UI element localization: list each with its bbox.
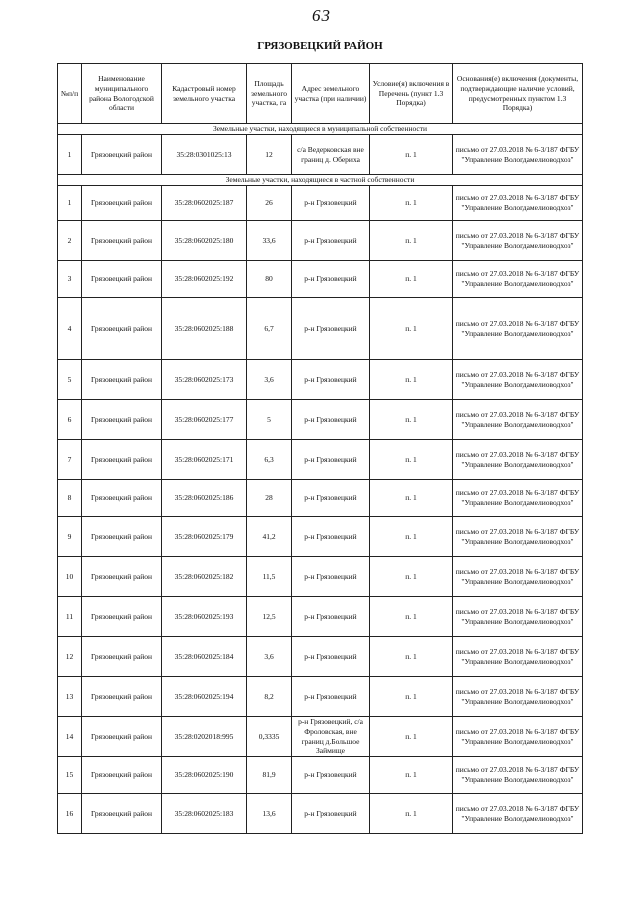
cell-district: Грязовецкий район [82,298,162,360]
cell-address: р-н Грязовецкий [292,360,370,400]
cell-address: р-н Грязовецкий [292,637,370,677]
table-row [58,360,583,400]
cell-basis: письмо от 27.03.2018 № 6-3/187 ФГБУ "Управление Вологдамелиоводхоз" [453,717,583,757]
cell-condition: п. 1 [370,360,453,400]
cell-condition: п. 1 [370,717,453,757]
cell-basis: письмо от 27.03.2018 № 6-3/187 ФГБУ "Управление Вологдамелиоводхоз" [453,480,583,517]
cell-district: Грязовецкий район [82,637,162,677]
cell-cadastral: 35:28:0602025:179 [162,517,247,557]
cell-basis: письмо от 27.03.2018 № 6-3/187 ФГБУ "Управление Вологдамелиоводхоз" [453,186,583,221]
cell-area: 12,5 [247,597,292,637]
cell-cadastral: 35:28:0602025:192 [162,261,247,298]
cell-area: 28 [247,480,292,517]
cell-basis: письмо от 27.03.2018 № 6-3/187 ФГБУ "Управление Вологдамелиоводхоз" [453,400,583,440]
table-row [58,400,583,440]
table-row [58,221,583,261]
cell-basis: письмо от 27.03.2018 № 6-3/187 ФГБУ "Управление Вологдамелиоводхоз" [453,221,583,261]
cell-district: Грязовецкий район [82,757,162,794]
cell-area: 0,3335 [247,717,292,757]
cell-address: р-н Грязовецкий [292,400,370,440]
cell-num: 12 [58,637,82,677]
cell-num: 1 [58,186,82,221]
cell-area: 6,3 [247,440,292,480]
cell-num: 13 [58,677,82,717]
cell-cadastral: 35:28:0602025:173 [162,360,247,400]
cell-district: Грязовецкий район [82,517,162,557]
cell-basis: письмо от 27.03.2018 № 6-3/187 ФГБУ "Управление Вологдамелиоводхоз" [453,360,583,400]
header-area: Площадь земельного участка, га [247,64,292,124]
cell-address: р-н Грязовецкий [292,440,370,480]
cell-condition: п. 1 [370,440,453,480]
cell-num: 9 [58,517,82,557]
cell-cadastral: 35:28:0602025:177 [162,400,247,440]
section-header-row [58,124,583,135]
cell-cadastral: 35:28:0602025:171 [162,440,247,480]
cell-num: 4 [58,298,82,360]
cell-condition: п. 1 [370,400,453,440]
table-row [58,298,583,360]
cell-district: Грязовецкий район [82,717,162,757]
cell-basis: письмо от 27.03.2018 № 6-3/187 ФГБУ "Управление Вологдамелиоводхоз" [453,677,583,717]
cell-area: 33,6 [247,221,292,261]
cell-num: 14 [58,717,82,757]
cell-area: 81,9 [247,757,292,794]
table-row [58,135,583,175]
page-title: ГРЯЗОВЕЦКИЙ РАЙОН [257,40,383,52]
cell-condition: п. 1 [370,186,453,221]
cell-area: 3,6 [247,360,292,400]
cell-district: Грязовецкий район [82,360,162,400]
cell-area: 13,6 [247,794,292,834]
table-row [58,557,583,597]
cell-cadastral: 35:28:0602025:188 [162,298,247,360]
cell-cadastral: 35:28:0602025:180 [162,221,247,261]
cell-num: 11 [58,597,82,637]
cell-address: р-н Грязовецкий [292,261,370,298]
cell-condition: п. 1 [370,637,453,677]
header-num: №п/п [58,64,82,124]
cell-condition: п. 1 [370,557,453,597]
cell-area: 5 [247,400,292,440]
cell-address: р-н Грязовецкий [292,597,370,637]
cell-condition: п. 1 [370,517,453,557]
cell-condition: п. 1 [370,597,453,637]
cell-address: с/а Ведерковская вне границ д. Обериха [292,135,370,175]
cell-address: р-н Грязовецкий [292,517,370,557]
cell-basis: письмо от 27.03.2018 № 6-3/187 ФГБУ "Управление Вологдамелиоводхоз" [453,298,583,360]
cell-area: 11,5 [247,557,292,597]
header-condition: Условие(я) включения в Перечень (пункт 1.3 Порядка) [370,64,453,124]
cell-district: Грязовецкий район [82,135,162,175]
table-row [58,637,583,677]
cell-address: р-н Грязовецкий [292,298,370,360]
cell-address: р-н Грязовецкий [292,186,370,221]
cell-district: Грязовецкий район [82,440,162,480]
cell-area: 41,2 [247,517,292,557]
cell-basis: письмо от 27.03.2018 № 6-3/187 ФГБУ "Управление Вологдамелиоводхоз" [453,517,583,557]
cell-cadastral: 35:28:0602025:184 [162,637,247,677]
cell-num: 6 [58,400,82,440]
table-header-row [58,64,583,124]
cell-district: Грязовецкий район [82,221,162,261]
cell-area: 12 [247,135,292,175]
cell-num: 10 [58,557,82,597]
cell-condition: п. 1 [370,221,453,261]
cell-cadastral: 35:28:0202018:995 [162,717,247,757]
cell-address: р-н Грязовецкий [292,757,370,794]
cell-num: 2 [58,221,82,261]
cell-area: 8,2 [247,677,292,717]
cell-condition: п. 1 [370,261,453,298]
table-row [58,480,583,517]
table-row [58,517,583,557]
table-row [58,186,583,221]
cell-address: р-н Грязовецкий [292,557,370,597]
cell-district: Грязовецкий район [82,677,162,717]
cell-district: Грязовецкий район [82,186,162,221]
cell-basis: письмо от 27.03.2018 № 6-3/187 ФГБУ "Управление Вологдамелиоводхоз" [453,597,583,637]
cell-basis: письмо от 27.03.2018 № 6-3/187 ФГБУ "Управление Вологдамелиоводхоз" [453,440,583,480]
cell-condition: п. 1 [370,677,453,717]
cell-area: 3,6 [247,637,292,677]
cell-cadastral: 35:28:0301025:13 [162,135,247,175]
cell-basis: письмо от 27.03.2018 № 6-3/187 ФГБУ "Управление Вологдамелиоводхоз" [453,135,583,175]
cell-district: Грязовецкий район [82,557,162,597]
cell-condition: п. 1 [370,298,453,360]
cell-num: 7 [58,440,82,480]
cell-address: р-н Грязовецкий [292,794,370,834]
cell-cadastral: 35:28:0602025:186 [162,480,247,517]
cell-address: р-н Грязовецкий [292,221,370,261]
header-basis: Основания(е) включения (документы, подтверждающие наличие условий, предусмотренных пунктом 1.3 Порядка) [453,64,583,124]
cell-area: 26 [247,186,292,221]
land-plots-table [57,63,583,834]
cell-cadastral: 35:28:0602025:193 [162,597,247,637]
table-row [58,794,583,834]
cell-cadastral: 35:28:0602025:183 [162,794,247,834]
cell-district: Грязовецкий район [82,794,162,834]
cell-address: р-н Грязовецкий, с/а Фроловская, вне границ д.Большое Займище [292,717,370,757]
cell-district: Грязовецкий район [82,400,162,440]
cell-num: 8 [58,480,82,517]
cell-basis: письмо от 27.03.2018 № 6-3/187 ФГБУ "Управление Вологдамелиоводхоз" [453,261,583,298]
header-cadastral: Кадастровый номер земельного участка [162,64,247,124]
cell-condition: п. 1 [370,135,453,175]
cell-district: Грязовецкий район [82,261,162,298]
cell-num: 3 [58,261,82,298]
section-title: Земельные участки, находящиеся в муниципальной собственности [58,124,583,135]
section-header-row [58,175,583,186]
cell-area: 6,7 [247,298,292,360]
table-row [58,597,583,637]
table-row [58,717,583,757]
table-row [58,440,583,480]
cell-district: Грязовецкий район [82,480,162,517]
page-number: 63 [312,6,331,25]
table-row [58,677,583,717]
cell-basis: письмо от 27.03.2018 № 6-3/187 ФГБУ "Управление Вологдамелиоводхоз" [453,757,583,794]
cell-condition: п. 1 [370,480,453,517]
section-title: Земельные участки, находящиеся в частной собственности [58,175,583,186]
cell-basis: письмо от 27.03.2018 № 6-3/187 ФГБУ "Управление Вологдамелиоводхоз" [453,794,583,834]
cell-condition: п. 1 [370,794,453,834]
cell-cadastral: 35:28:0602025:194 [162,677,247,717]
table-row [58,261,583,298]
cell-cadastral: 35:28:0602025:190 [162,757,247,794]
cell-num: 16 [58,794,82,834]
cell-cadastral: 35:28:0602025:182 [162,557,247,597]
cell-num: 15 [58,757,82,794]
cell-address: р-н Грязовецкий [292,677,370,717]
header-district: Наименование муниципального района Вологодской области [82,64,162,124]
cell-area: 80 [247,261,292,298]
cell-num: 5 [58,360,82,400]
cell-district: Грязовецкий район [82,597,162,637]
cell-num: 1 [58,135,82,175]
table-row [58,757,583,794]
cell-basis: письмо от 27.03.2018 № 6-3/187 ФГБУ "Управление Вологдамелиоводхоз" [453,637,583,677]
cell-condition: п. 1 [370,757,453,794]
cell-address: р-н Грязовецкий [292,480,370,517]
header-address: Адрес земельного участка (при наличии) [292,64,370,124]
cell-cadastral: 35:28:0602025:187 [162,186,247,221]
cell-basis: письмо от 27.03.2018 № 6-3/187 ФГБУ "Управление Вологдамелиоводхоз" [453,557,583,597]
